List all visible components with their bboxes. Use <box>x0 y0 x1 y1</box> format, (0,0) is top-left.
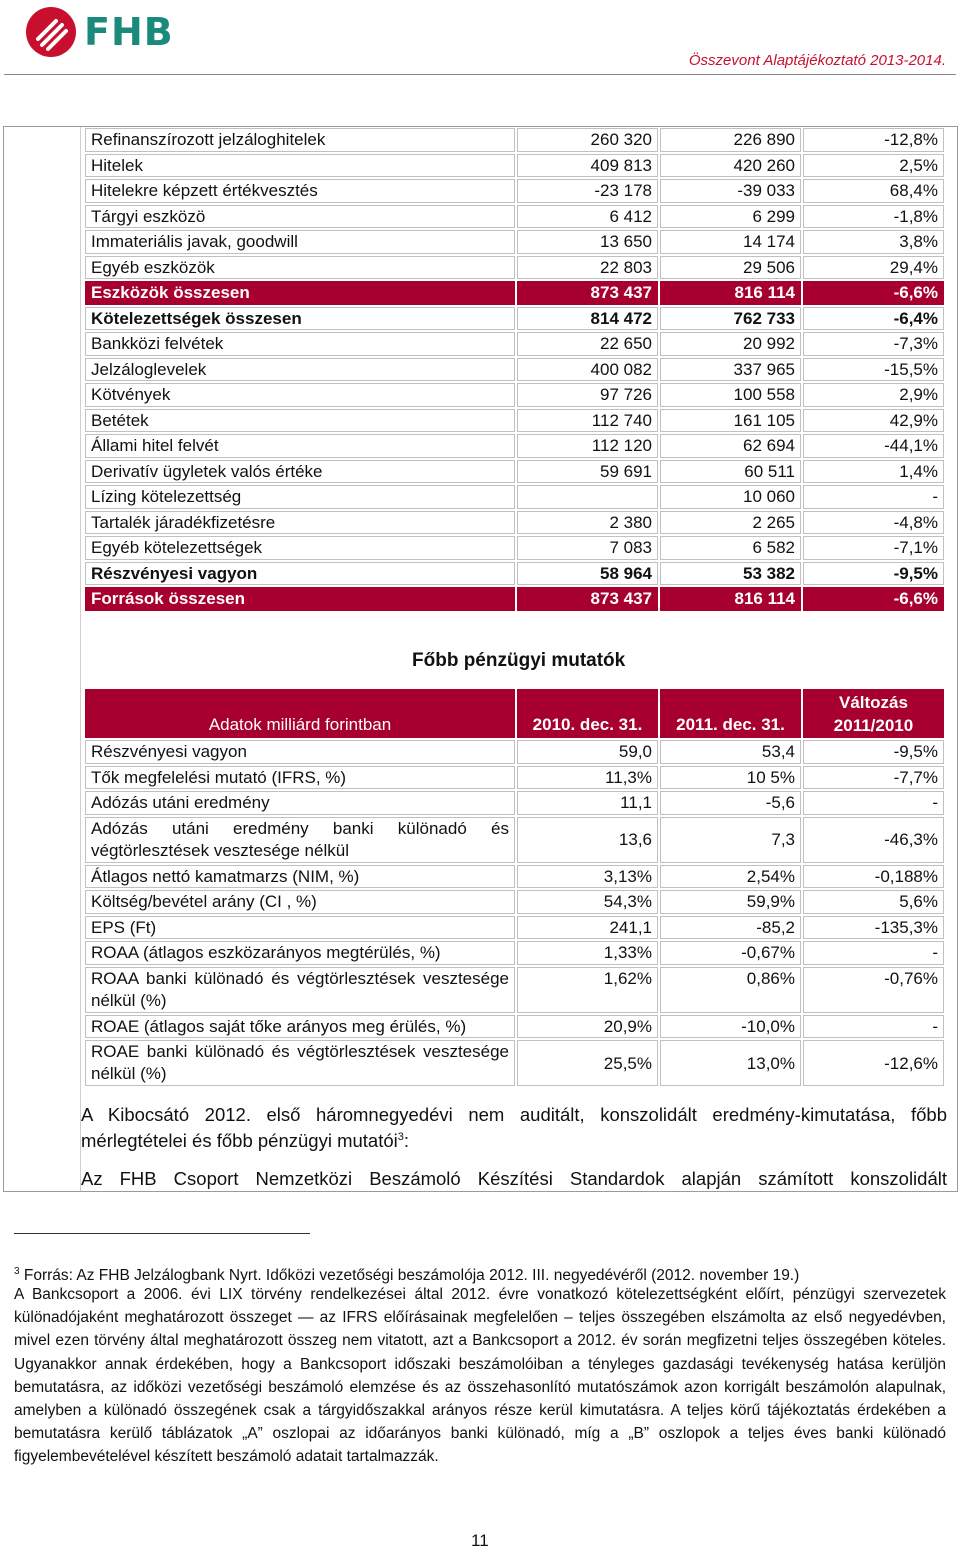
value-2010: 112 740 <box>517 409 658 433</box>
logo-text: FHB <box>84 10 174 54</box>
indicators-title: Főbb pénzügyi mutatók <box>412 650 626 671</box>
indicator-row <box>85 817 944 863</box>
fhb-logo <box>26 6 174 58</box>
balance-sheet-row <box>85 307 944 331</box>
balance-sheet-row <box>85 332 944 356</box>
value-2010: 58 964 <box>517 562 658 586</box>
indicator-row <box>85 941 944 965</box>
row-label: Betétek <box>85 409 515 433</box>
value-change: 2,9% <box>803 383 944 407</box>
header-divider <box>4 74 956 75</box>
header-change-line1: Változás <box>839 692 908 712</box>
row-label: Tárgyi eszközö <box>85 205 515 229</box>
value-2011: 20 992 <box>660 332 801 356</box>
header-col-2011: 2011. dec. 31. <box>660 689 801 738</box>
issuer-paragraph <box>81 1103 947 1152</box>
value-2010: 7 083 <box>517 536 658 560</box>
value-2011: 100 558 <box>660 383 801 407</box>
value-2011: 53 382 <box>660 562 801 586</box>
row-label: Állami hitel felvét <box>85 434 515 458</box>
value-2010: 97 726 <box>517 383 658 407</box>
indicator-2010: 1,62% <box>517 967 658 1013</box>
indicator-row <box>85 967 944 1013</box>
value-2011: 60 511 <box>660 460 801 484</box>
indicator-2011: -0,67% <box>660 941 801 965</box>
value-2011: 816 114 <box>660 587 801 611</box>
indicator-change: -0,188% <box>803 865 944 889</box>
indicator-change: -7,7% <box>803 766 944 790</box>
row-label: Bankközi felvétek <box>85 332 515 356</box>
value-change: - <box>803 485 944 509</box>
footnote-mark: 3 <box>14 1266 20 1277</box>
value-2011: 14 174 <box>660 230 801 254</box>
balance-sheet-row <box>85 383 944 407</box>
header-col-change <box>803 689 944 738</box>
indicator-2010: 20,9% <box>517 1015 658 1039</box>
indicator-2010: 25,5% <box>517 1040 658 1086</box>
indicator-label: Tők megfelelési mutató (IFRS, %) <box>85 766 515 790</box>
indicator-row <box>85 890 944 914</box>
balance-sheet-row <box>85 281 944 305</box>
fhb-logo-mark-icon <box>26 7 76 57</box>
indicator-label: Részvényesi vagyon <box>85 740 515 764</box>
row-label: Tartalék járadékfizetésre <box>85 511 515 535</box>
row-label: Jelzáloglevelek <box>85 358 515 382</box>
value-change: 3,8% <box>803 230 944 254</box>
indicator-row <box>85 916 944 940</box>
value-2011: 337 965 <box>660 358 801 382</box>
value-change: -44,1% <box>803 434 944 458</box>
balance-sheet-row <box>85 562 944 586</box>
row-label: Refinanszírozott jelzáloghitelek <box>85 128 515 152</box>
balance-sheet-row <box>85 587 944 611</box>
row-label: Kötelezettségek összesen <box>85 307 515 331</box>
value-change: 42,9% <box>803 409 944 433</box>
balance-sheet-row <box>85 230 944 254</box>
balance-sheet-row <box>85 460 944 484</box>
footnote-special-tax: A Bankcsoport a 2006. évi LIX törvény rendelkezései által 2012. évre vonatkozó kötelezettségként előírt, pénzügyi szervezetek különadójaként meghatározott összeget — az IFRS előírásainak megfelelően – teljes összegében elszámolta az első negyedévben, mivel ezen törvény által meghatározott összeg nem vitatott, azt a Bankcsoport a 2012. év során megfizetni teljes összegében köteles. Ugyanakkor annak érdekében, hogy a Bankcsoport időszaki beszámolóiban a tényleges gazdasági tevékenység hatása kerüljön bemutatásra, az időközi vezetőségi beszámoló elemzése és az összehasonlító mutatószámok azon korrigált beszámolón alapulnak, amelyben a különadó összegének csak a tárgyidőszakkal arányos része kerül kimutatásra. A teljes körű tájékoztatás érdekében a bemutatásra kerülő táblázatok „A” oszlopai az időarányos banki különadó, míg a „B” oszlopok a teljes éves banki különadó figyelembevételével készített beszámoló adatait tartalmazzák. <box>14 1286 946 1466</box>
indicator-row <box>85 1015 944 1039</box>
value-2011: 762 733 <box>660 307 801 331</box>
indicator-2010: 11,3% <box>517 766 658 790</box>
issuer-paragraph-text: A Kibocsátó 2012. első háromnegyedévi nem auditált, konszolidált eredmény-kimutatása, főbb mérlegtételei és főbb pénzügyi mutatói <box>81 1104 947 1152</box>
value-change: -6,6% <box>803 587 944 611</box>
value-change: 29,4% <box>803 256 944 280</box>
indicator-2011: -10,0% <box>660 1015 801 1039</box>
indicator-row <box>85 740 944 764</box>
value-2011: 161 105 <box>660 409 801 433</box>
header-change-line2: 2011/2010 <box>833 715 914 735</box>
balance-sheet-row <box>85 179 944 203</box>
indicator-2010: 59,0 <box>517 740 658 764</box>
indicator-2010: 241,1 <box>517 916 658 940</box>
indicator-2011: 7,3 <box>660 817 801 863</box>
header-label: Adatok milliárd forintban <box>85 689 515 738</box>
indicator-row <box>85 791 944 815</box>
row-label: Egyéb kötelezettségek <box>85 536 515 560</box>
value-2011: 6 299 <box>660 205 801 229</box>
value-2011: 2 265 <box>660 511 801 535</box>
page-number: 11 <box>471 1531 489 1550</box>
row-label: Egyéb eszközök <box>85 256 515 280</box>
indicator-label: Átlagos nettó kamatmarzs (NIM, %) <box>85 865 515 889</box>
row-label: Részvényesi vagyon <box>85 562 515 586</box>
balance-sheet-row <box>85 434 944 458</box>
issuer-paragraph-end: : <box>403 1130 410 1152</box>
balance-sheet-row <box>85 256 944 280</box>
value-2010: 873 437 <box>517 587 658 611</box>
indicators-header-row <box>85 689 944 738</box>
indicator-2011: 53,4 <box>660 740 801 764</box>
indicator-2011: 59,9% <box>660 890 801 914</box>
value-change: 2,5% <box>803 154 944 178</box>
value-2010: 260 320 <box>517 128 658 152</box>
value-change: -4,8% <box>803 511 944 535</box>
indicator-2011: 2,54% <box>660 865 801 889</box>
indicator-row <box>85 766 944 790</box>
value-2010: 400 082 <box>517 358 658 382</box>
value-change: -15,5% <box>803 358 944 382</box>
indicator-change: -12,6% <box>803 1040 944 1086</box>
row-label: Lízing kötelezettség <box>85 485 515 509</box>
indicator-label: EPS (Ft) <box>85 916 515 940</box>
indicator-change: - <box>803 1015 944 1039</box>
value-change: -7,1% <box>803 536 944 560</box>
document-title: Összevont Alaptájékoztató 2013-2014. <box>688 52 946 69</box>
value-2010: 6 412 <box>517 205 658 229</box>
indicator-change: 5,6% <box>803 890 944 914</box>
row-label: Források összesen <box>85 587 515 611</box>
value-2011: 29 506 <box>660 256 801 280</box>
value-2010 <box>517 485 658 509</box>
balance-sheet-row <box>85 154 944 178</box>
value-change: -12,8% <box>803 128 944 152</box>
indicator-change: -9,5% <box>803 740 944 764</box>
balance-sheet-row <box>85 511 944 535</box>
row-label: Hitelek <box>85 154 515 178</box>
value-change: 68,4% <box>803 179 944 203</box>
indicator-row <box>85 1040 944 1086</box>
balance-sheet-table <box>83 126 946 613</box>
indicator-label: ROAA banki különadó és végtörlesztések vesztesége nélkül (%) <box>85 967 515 1013</box>
indicator-2011: 10 5% <box>660 766 801 790</box>
indicator-2011: -5,6 <box>660 791 801 815</box>
indicator-2010: 3,13% <box>517 865 658 889</box>
indicator-change: -46,3% <box>803 817 944 863</box>
balance-sheet-row <box>85 409 944 433</box>
value-2011: 226 890 <box>660 128 801 152</box>
indicator-label: ROAE (átlagos saját tőke arányos meg érülés, %) <box>85 1015 515 1039</box>
indicator-2011: 13,0% <box>660 1040 801 1086</box>
indicator-change: - <box>803 791 944 815</box>
balance-sheet-row <box>85 128 944 152</box>
footnote-ref: 3 <box>397 1131 404 1143</box>
value-change: -1,8% <box>803 205 944 229</box>
value-2010: 59 691 <box>517 460 658 484</box>
value-2010: 112 120 <box>517 434 658 458</box>
value-2010: 814 472 <box>517 307 658 331</box>
row-label: Eszközök összesen <box>85 281 515 305</box>
value-2011: 420 260 <box>660 154 801 178</box>
value-2010: -23 178 <box>517 179 658 203</box>
balance-sheet-row <box>85 485 944 509</box>
value-2011: 62 694 <box>660 434 801 458</box>
value-2010: 873 437 <box>517 281 658 305</box>
indicator-change: -0,76% <box>803 967 944 1013</box>
value-2010: 409 813 <box>517 154 658 178</box>
value-2010: 13 650 <box>517 230 658 254</box>
indicator-label: Költség/bevétel arány (CI , %) <box>85 890 515 914</box>
balance-sheet-row <box>85 536 944 560</box>
value-change: -6,4% <box>803 307 944 331</box>
value-change: -7,3% <box>803 332 944 356</box>
indicator-2011: 0,86% <box>660 967 801 1013</box>
indicator-2010: 1,33% <box>517 941 658 965</box>
indicator-label: Adózás utáni eredmény banki különadó és végtörlesztések vesztesége nélkül <box>85 817 515 863</box>
indicator-2010: 54,3% <box>517 890 658 914</box>
value-change: -9,5% <box>803 562 944 586</box>
indicator-2010: 11,1 <box>517 791 658 815</box>
value-change: -6,6% <box>803 281 944 305</box>
indicator-change: - <box>803 941 944 965</box>
value-2011: 6 582 <box>660 536 801 560</box>
value-2010: 2 380 <box>517 511 658 535</box>
indicator-2010: 13,6 <box>517 817 658 863</box>
row-label: Immateriális javak, goodwill <box>85 230 515 254</box>
balance-sheet-row <box>85 205 944 229</box>
row-label: Derivatív ügyletek valós értéke <box>85 460 515 484</box>
indicator-label: ROAE banki különadó és végtörlesztések vesztesége nélkül (%) <box>85 1040 515 1086</box>
value-change: 1,4% <box>803 460 944 484</box>
row-label: Kötvények <box>85 383 515 407</box>
indicator-2011: -85,2 <box>660 916 801 940</box>
header-col-2010: 2010. dec. 31. <box>517 689 658 738</box>
value-2011: -39 033 <box>660 179 801 203</box>
footnote-3-text: Forrás: Az FHB Jelzálogbank Nyrt. Időközi vezetőségi beszámolója 2012. III. negyedévéről (2012. november 19.) <box>23 1267 800 1285</box>
balance-sheet-row <box>85 358 944 382</box>
value-2011: 10 060 <box>660 485 801 509</box>
ifrs-paragraph: Az FHB Csoport Nemzetközi Beszámoló Készítési Standardok alapján számított konszolidált <box>81 1168 947 1189</box>
value-2010: 22 803 <box>517 256 658 280</box>
footnote-divider <box>14 1233 310 1234</box>
indicator-change: -135,3% <box>803 916 944 940</box>
indicator-label: Adózás utáni eredmény <box>85 791 515 815</box>
value-2011: 816 114 <box>660 281 801 305</box>
indicator-row <box>85 865 944 889</box>
row-label: Hitelekre képzett értékvesztés <box>85 179 515 203</box>
indicator-label: ROAA (átlagos eszközarányos megtérülés, %) <box>85 941 515 965</box>
indicators-table <box>83 687 946 1088</box>
value-2010: 22 650 <box>517 332 658 356</box>
